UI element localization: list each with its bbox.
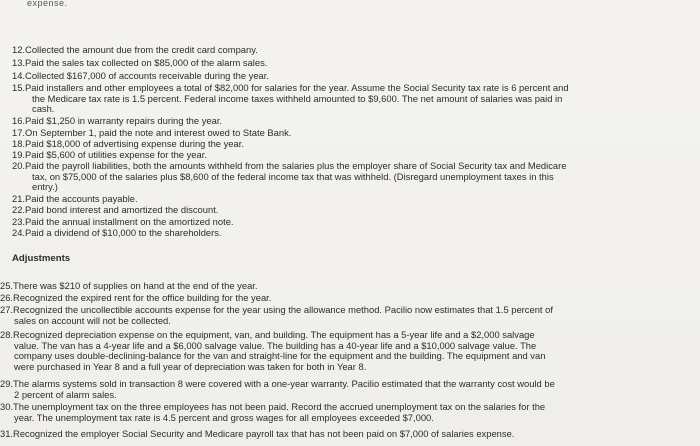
adjustments-heading: Adjustments <box>12 253 71 264</box>
adjustment-item <box>0 379 555 400</box>
adjustment-item <box>0 305 553 326</box>
adjustment-item-number: 25. <box>0 280 14 291</box>
transaction-item-number: 13. <box>12 57 26 68</box>
transaction-item-continuation: tax, on $75,000 of the salaries plus $8,600 of the federal income tax that was withheld. (Disregard unemployment taxes in this <box>32 170 554 182</box>
adjustment-item-continuation: 2 percent of alarm sales. <box>14 388 117 400</box>
adjustment-item-number: 28. <box>0 329 14 340</box>
adjustment-item-continuation: were purchased in Year 8 and a full year of depreciation was taken for both in Year 8. <box>14 360 367 372</box>
transaction-item-continuation: the Medicare tax rate is 1.5 percent. Federal income taxes withheld amounted to $9,600. The net amount of salaries was paid in <box>32 92 563 104</box>
transaction-item <box>12 71 269 82</box>
adjustment-item-line: 27.Recognized the uncollectible accounts expense for the year using the allowance method. Pacilio now estimates that 1.5 percent of <box>0 304 553 315</box>
transaction-item <box>12 161 566 193</box>
transaction-item <box>12 83 569 115</box>
adjustment-item-line: 28.Recognized depreciation expense on the equipment, van, and building. The equipment has a 5-year life and a $2,000 salvage <box>0 329 535 340</box>
transaction-item <box>12 205 218 216</box>
adjustment-item-line: 31.Recognized the employer Social Security and Medicare payroll tax that has not been paid on $7,000 of salaries expense. <box>0 428 515 439</box>
adjustment-item-number: 30. <box>0 401 14 412</box>
transaction-item-line: 13.Paid the sales tax collected on $85,000 of the alarm sales. <box>12 57 268 68</box>
transaction-item-number: 14. <box>12 70 26 81</box>
adjustment-item-number: 27. <box>0 304 14 315</box>
adjustment-item-number: 31. <box>0 428 14 439</box>
transaction-item-line: 15.Paid installers and other employees a total of $82,000 for salaries for the year. Assume the Social Security tax rate is 6 percent and <box>12 82 569 93</box>
adjustment-item-continuation: sales on account will not be collected. <box>14 314 171 326</box>
adjustment-item-continuation: company uses double-declining-balance for the van and straight-line for the equipment and the building. The equipment and van <box>14 350 546 362</box>
adjustment-item-line: 25.There was $210 of supplies on hand at the end of the year. <box>0 280 258 291</box>
transaction-item-line: 12.Collected the amount due from the credit card company. <box>12 44 258 55</box>
transaction-item-number: 17. <box>12 127 26 138</box>
transaction-item-number: 22. <box>12 204 26 215</box>
transaction-item <box>12 128 291 139</box>
transaction-item <box>12 45 258 56</box>
transaction-item-line: 19.Paid $5,600 of utilities expense for the year. <box>12 149 207 160</box>
transaction-item <box>12 217 234 228</box>
transaction-item-line: 20.Paid the payroll liabilities, both the amounts withheld from the salaries plus the employer share of Social Security tax and Medicare <box>12 160 567 171</box>
adjustment-item <box>0 330 545 372</box>
adjustment-item <box>0 281 258 292</box>
cut-off-text: expense. <box>27 0 68 8</box>
transaction-item-number: 20. <box>12 160 26 171</box>
adjustment-item-continuation: value. The van has a 4-year life and a $6,000 salvage value. The building has a 40-year life and a $10,000 salvage value. The <box>14 339 537 351</box>
transaction-item-line: 14.Collected $167,000 of accounts receivable during the year. <box>12 70 269 81</box>
transaction-item-line: 21.Paid the accounts payable. <box>12 193 138 204</box>
transaction-item-number: 12. <box>12 44 26 55</box>
transaction-item <box>12 228 222 239</box>
transaction-item-number: 16. <box>12 115 26 126</box>
transaction-item-continuation: entry.) <box>32 181 58 193</box>
transaction-item <box>12 150 207 161</box>
adjustment-item <box>0 293 271 304</box>
transaction-item-line: 18.Paid $18,000 of advertising expense during the year. <box>12 138 244 149</box>
transaction-item-continuation: cash. <box>32 103 55 115</box>
transaction-item-line: 22.Paid bond interest and amortized the discount. <box>12 204 219 215</box>
transaction-item <box>12 58 267 69</box>
transaction-item-line: 17.On September 1, paid the note and interest owed to State Bank. <box>12 127 292 138</box>
transaction-item-number: 15. <box>12 82 26 93</box>
adjustment-item-number: 26. <box>0 292 14 303</box>
adjustment-item-line: 26.Recognized the expired rent for the office building for the year. <box>0 292 272 303</box>
transaction-item <box>12 139 244 150</box>
adjustment-item-line: 29.The alarms systems sold in transaction 8 were covered with a one-year warranty. Pacilio estimated that the warranty cost would be <box>0 378 555 389</box>
transaction-item <box>12 116 222 127</box>
adjustment-item-continuation: year. The unemployment tax rate is 4.5 percent and gross wages for all employees exceeded $7,000. <box>14 411 434 423</box>
adjustment-item <box>0 429 514 440</box>
transaction-item-line: 24.Paid a dividend of $10,000 to the shareholders. <box>12 227 222 238</box>
adjustment-item-number: 29. <box>0 378 14 389</box>
transaction-item-number: 18. <box>12 138 26 149</box>
transaction-item-line: 16.Paid $1,250 in warranty repairs during the year. <box>12 115 223 126</box>
adjustment-item-line: 30.The unemployment tax on the three employees has not been paid. Record the accrued unemployment tax on the salaries for the <box>0 401 546 412</box>
transaction-item-line: 23.Paid the annual installment on the amortized note. <box>12 216 234 227</box>
transaction-item-number: 19. <box>12 149 26 160</box>
adjustment-item <box>0 402 545 423</box>
transaction-item-number: 23. <box>12 216 26 227</box>
transaction-item <box>12 194 138 205</box>
transaction-item-number: 24. <box>12 227 26 238</box>
transaction-item-number: 21. <box>12 193 26 204</box>
